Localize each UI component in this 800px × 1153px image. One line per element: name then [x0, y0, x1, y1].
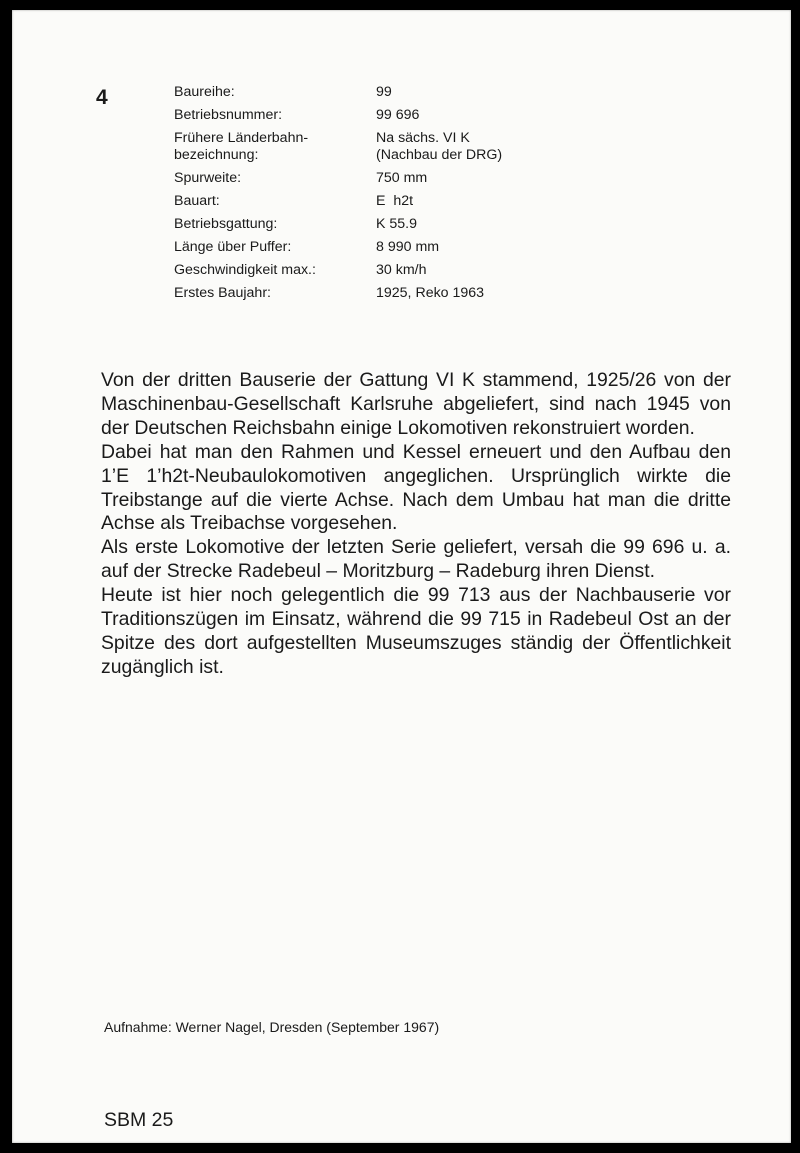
card-number: 4 — [96, 86, 108, 109]
spec-label: Betriebsnummer: — [174, 107, 283, 123]
spec-row-baujahr — [174, 285, 502, 302]
spec-label: Baureihe: — [174, 84, 235, 100]
spec-label: Spurweite: — [174, 170, 242, 186]
paragraph: Als erste Lokomotive der letzten Serie geliefert, versah die 99 696 u. a. auf der Strecke Radebeul – Moritzburg – Radeburg ihren Dienst. — [101, 536, 731, 583]
spec-label: Betriebsgattung: — [174, 216, 278, 232]
spec-label: Geschwindigkeit max.: — [174, 262, 316, 278]
postcard-back — [12, 10, 791, 1143]
spec-row-laenderbahn — [174, 130, 502, 164]
spec-table — [174, 84, 502, 308]
photo-credit: Aufnahme: Werner Nagel, Dresden (September 1967) — [104, 1019, 440, 1035]
spec-row-betriebsgattung — [174, 216, 502, 233]
spec-value: 99 696 — [376, 107, 420, 123]
spec-value: E h2t — [376, 193, 414, 209]
spec-value: 30 km/h — [376, 262, 427, 278]
spec-row-betriebsnummer — [174, 107, 502, 124]
paragraph: Von der dritten Bauserie der Gattung VI K stammend, 1925/26 von der Maschinenbau-Gesellschaft Karlsruhe abgeliefert, sind nach 1945 von der Deutschen Reichsbahn einige Lokomotiven rekonstruiert worden. — [101, 369, 731, 439]
paragraph: Dabei hat man den Rahmen und Kessel erneuert und den Aufbau den 1’E 1’h2t-Neubaulokomotiven angeglichen. Ursprünglich wirkte die Treibstange auf die vierte Achse. Nach dem Umbau hat man die dritte Achse als Treibachse vorgesehen. — [101, 440, 731, 535]
spec-row-geschwindigkeit — [174, 262, 502, 279]
series-label: SBM 25 — [104, 1109, 174, 1131]
spec-label: Erstes Baujahr: — [174, 285, 271, 301]
spec-value: 1925, Reko 1963 — [376, 285, 485, 301]
spec-value: K 55.9 — [376, 216, 418, 232]
spec-row-baureihe — [174, 84, 502, 101]
spec-label: Frühere Länderbahn- bezeichnung: — [174, 130, 309, 163]
spec-row-bauart — [174, 193, 502, 210]
spec-row-laenge — [174, 239, 502, 256]
spec-label: Bauart: — [174, 193, 220, 209]
spec-value: Na sächs. VI K (Nachbau der DRG) — [376, 130, 503, 163]
paragraph: Heute ist hier noch gelegentlich die 99 713 aus der Nachbauserie vor Traditionszügen im Einsatz, während die 99 715 in Radebeul Ost an der Spitze des dort aufgestellten Museumszuges ständig der Öffentlichkeit zugänglich ist. — [101, 584, 731, 678]
spec-value: 750 mm — [376, 170, 428, 186]
description-text — [101, 369, 731, 680]
spec-value: 99 — [376, 84, 392, 100]
spec-label: Länge über Puffer: — [174, 239, 292, 255]
spec-row-spurweite — [174, 170, 502, 187]
spec-value: 8 990 mm — [376, 239, 440, 255]
